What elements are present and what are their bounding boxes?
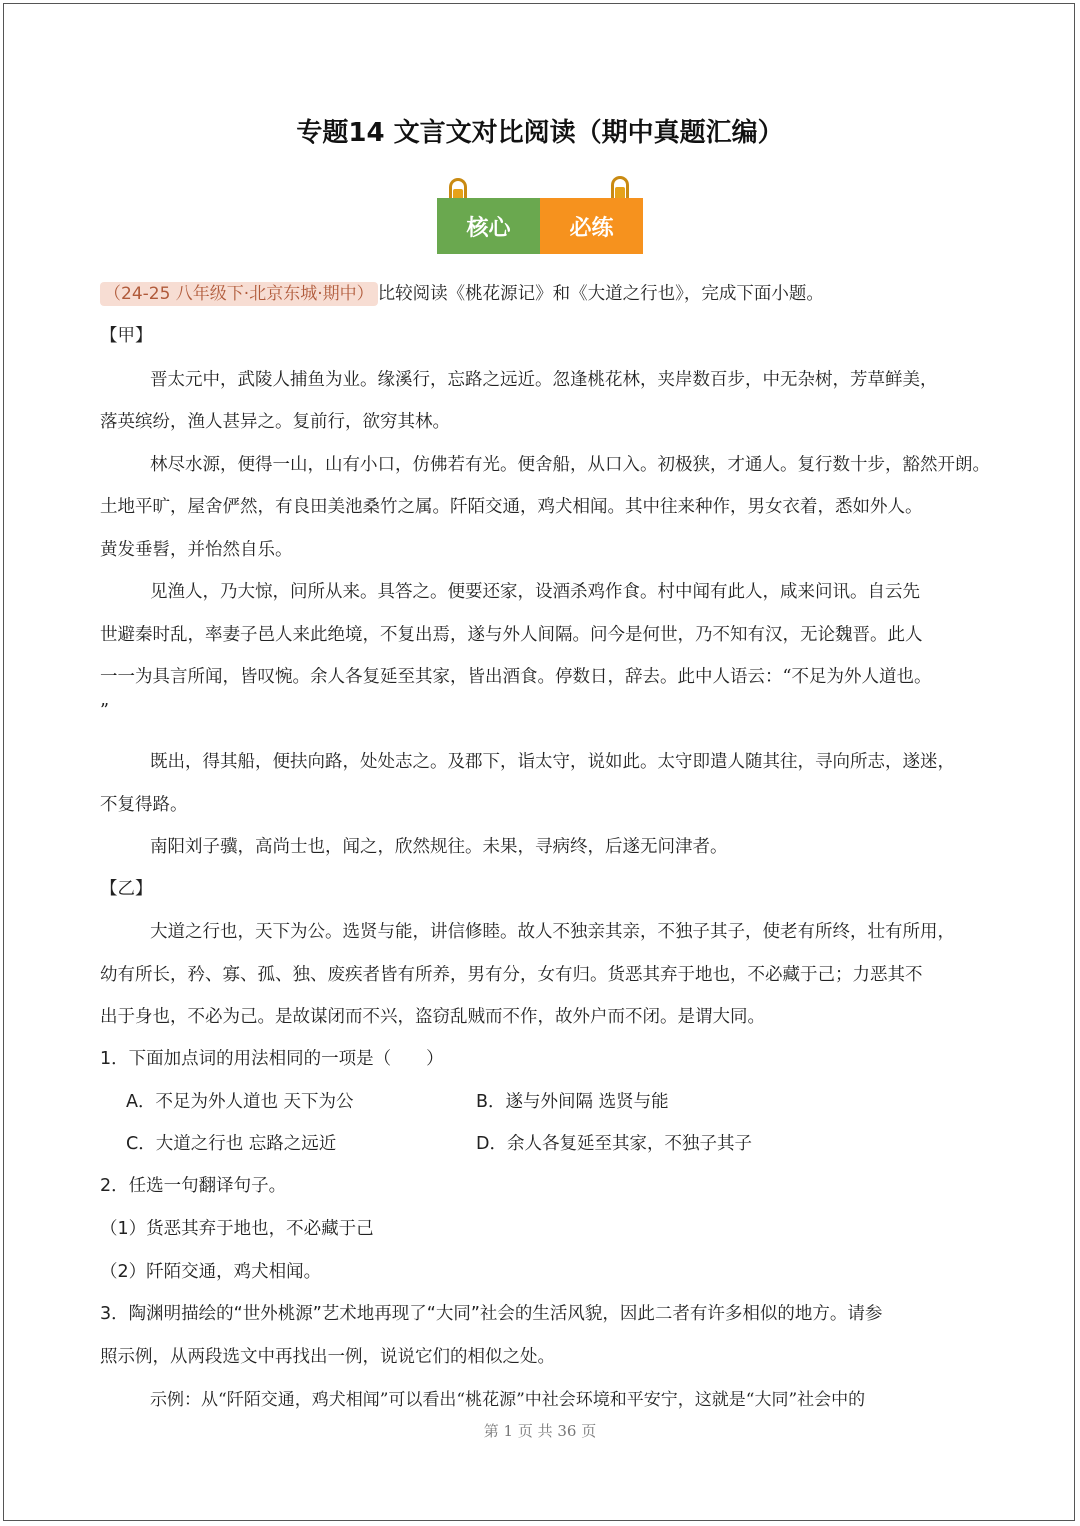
- jia-line: 晋太元中，武陵人捕鱼为业。缘溪行，忘路之远近。忽逢桃花林，夹岸数百步，中无杂树，芳草鲜美，: [150, 370, 938, 390]
- jia-line: 世避秦时乱，率妻子邑人来此绝境，不复出焉，遂与外人间隔。问今是何世，乃不知有汉，无论魏晋。此人: [100, 625, 923, 645]
- question-3-example: 示例：从“阡陌交通，鸡犬相闻”可以看出“桃花源”中社会环境和平安宁，这就是“大同”社会中的: [150, 1390, 866, 1410]
- intro-line: [100, 281, 1000, 307]
- option-b: B．遂与外间隔 选贤与能: [476, 1092, 669, 1112]
- yi-line: 幼有所长，矜、寡、孤、独、废疾者皆有所养，男有分，女有归。货恶其弃于地也，不必藏于己；力恶其不: [100, 965, 923, 985]
- jia-line: 土地平旷，屋舍俨然，有良田美池桑竹之属。阡陌交通，鸡犬相闻。其中往来种作，男女衣着，悉如外人。: [100, 497, 923, 517]
- core-practice-badge: [437, 198, 643, 254]
- jia-line: 既出，得其船，便扶向路，处处志之。及郡下，诣太守，说如此。太守即遣人随其往，寻向所志，遂迷，: [150, 752, 955, 772]
- yi-line: 大道之行也，天下为公。选贤与能，讲信修睦。故人不独亲其亲，不独子其子，使老有所终，壮有所用，: [150, 922, 955, 942]
- jia-line: 不复得路。: [100, 795, 188, 815]
- intro-text: 比较阅读《桃花源记》和《大道之行也》，完成下面小题。: [377, 284, 824, 304]
- badge-left-label: 核心: [437, 198, 540, 254]
- jia-line: 见渔人，乃大惊，问所从来。具答之。便要还家，设酒杀鸡作食。村中闻有此人，咸来问讯。自云先: [150, 582, 920, 602]
- question-2-item: （2）阡陌交通，鸡犬相闻。: [100, 1262, 322, 1282]
- jia-line: 落英缤纷，渔人甚异之。复前行，欲穷其林。: [100, 412, 450, 432]
- question-3-line: 3．陶渊明描绘的“世外桃源”艺术地再现了“大同”社会的生活风貌，因此二者有许多相似的地方。请参: [100, 1304, 883, 1324]
- page-title: 专题14 文言文对比阅读（期中真题汇编）: [296, 118, 784, 148]
- section-jia-heading: 【甲】: [100, 326, 153, 346]
- yi-line: 出于身也，不必为己。是故谋闭而不兴，盗窃乱贼而不作，故外户而不闭。是谓大同。: [100, 1007, 765, 1027]
- question-2-stem: 2．任选一句翻译句子。: [100, 1176, 287, 1196]
- badge-right-label: 必练: [540, 198, 643, 254]
- jia-line: 一一为具言所闻，皆叹惋。余人各复延至其家，皆出酒食。停数日，辞去。此中人语云：“不足为外人道也。: [100, 667, 932, 687]
- question-3-line: 照示例，从两段选文中再找出一例，说说它们的相似之处。: [100, 1347, 555, 1367]
- option-a: A．不足为外人道也 天下为公: [126, 1092, 354, 1112]
- question-2-item: （1）货恶其弃于地也，不必藏于己: [100, 1219, 374, 1239]
- jia-line: ”: [100, 701, 109, 721]
- section-yi-heading: 【乙】: [100, 879, 153, 899]
- question-1-stem: 1．下面加点词的用法相同的一项是（ ）: [100, 1049, 444, 1069]
- jia-line: 林尽水源，便得一山，山有小口，仿佛若有光。便舍船，从口入。初极狭，才通人。复行数十步，豁然开朗。: [150, 455, 990, 475]
- source-tag: （24-25 八年级下·北京东城·期中）: [100, 282, 378, 306]
- jia-line: 黄发垂髫，并怡然自乐。: [100, 540, 293, 560]
- option-c: C．大道之行也 忘路之远近: [126, 1134, 337, 1154]
- page-footer: 第 1 页 共 36 页: [483, 1422, 597, 1440]
- option-d: D．余人各复延至其家，不独子其子: [476, 1134, 752, 1154]
- jia-line: 南阳刘子骥，高尚士也，闻之，欣然规往。未果，寻病终，后遂无问津者。: [150, 837, 728, 857]
